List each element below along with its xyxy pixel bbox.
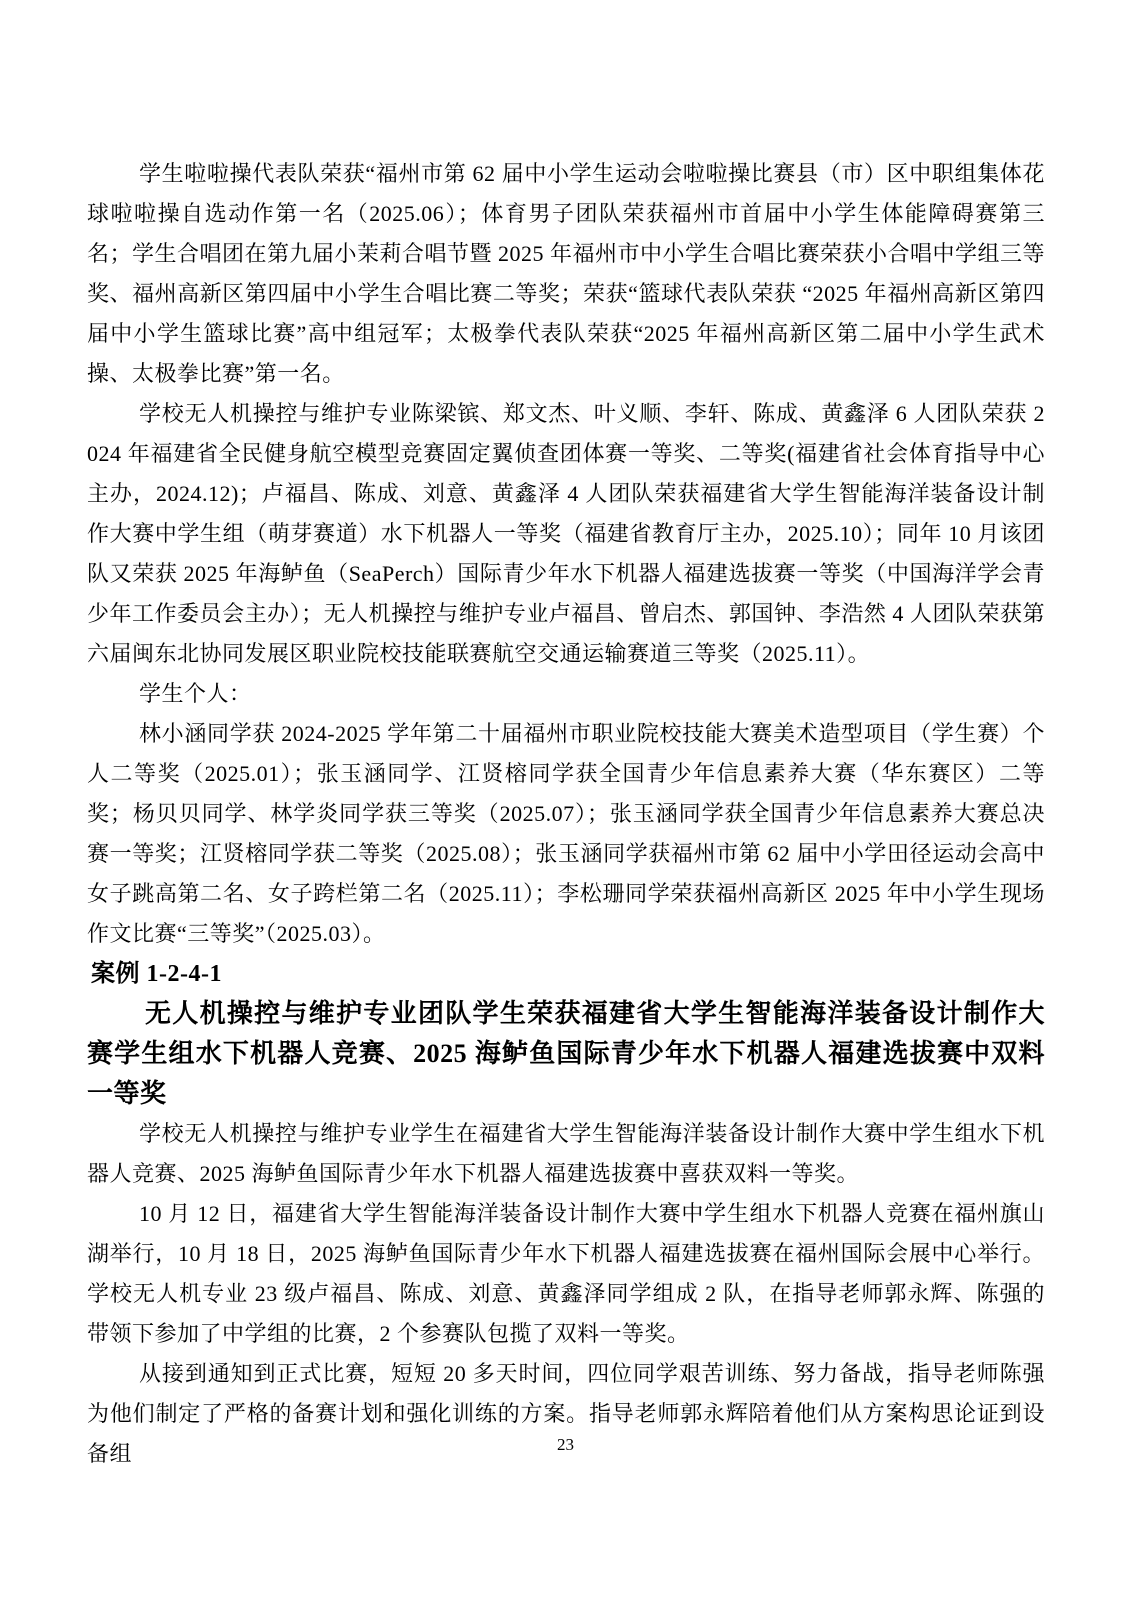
paragraph-team-awards-sports-arts: 学生啦啦操代表队荣获“福州市第 62 届中小学生运动会啦啦操比赛县（市）区中职组集体花球啦啦操自选动作第一名（2025.06）；体育男子团队荣获福州市首届中小学生体能障碍赛第三名；学生合唱团在第九届小茉莉合唱节暨 2025 年福州市中小学生合唱比赛荣获小合唱中学组三等奖、福州高新区第四届中小学生合唱比赛二等奖；荣获“篮球代表队荣获 “2025 年福州高新区第四届中小学生篮球比赛”高中组冠军；太极拳代表队荣获“2025 年福州高新区第二届中小学生武术操、太极拳比赛”第一名。: [87, 161, 1046, 386]
page-number: 23: [557, 1435, 574, 1454]
paragraph-student-individual-awards: 林小涵同学获 2024-2025 学年第二十届福州市职业院校技能大赛美术造型项目（学生赛）个人二等奖（2025.01）；张玉涵同学、江贤榕同学获全国青少年信息素养大赛（华东赛区）二等奖；杨贝贝同学、林学炎同学获三等奖（2025.07）；张玉涵同学获全国青少年信息素养大赛总决赛一等奖；江贤榕同学获二等奖（2025.08）；张玉涵同学获福州市第 62 届中小学田径运动会高中女子跳高第二名、女子跨栏第二名（2025.11）；李松珊同学荣获福州高新区 2025 年中小学生现场作文比赛“三等奖”（2025.03）。: [87, 721, 1045, 946]
case-title: 无人机操控与维护专业团队学生荣获福建省大学生智能海洋装备设计制作大赛学生组水下机器人竞赛、2025 海鲈鱼国际青少年水下机器人福建选拔赛中双料一等奖: [87, 999, 1045, 1108]
page-body-text: [87, 154, 1045, 1474]
paragraph-case-detail-preparation: 从接到通知到正式比赛，短短 20 多天时间，四位同学艰苦训练、努力备战，指导老师陈强为他们制定了严格的备赛计划和强化训练的方案。指导老师郭永辉陪着他们从方案构思论证到设备组: [87, 1361, 1045, 1466]
paragraph-case-detail-competitions: 10 月 12 日，福建省大学生智能海洋装备设计制作大赛中学生组水下机器人竞赛在福州旗山湖举行，10 月 18 日，2025 海鲈鱼国际青少年水下机器人福建选拔赛在福州国际会展中心举行。学校无人机专业 23 级卢福昌、陈成、刘意、黄鑫泽同学组成 2 队，在指导老师郭永辉、陈强的带领下参加了中学组的比赛，2 个参赛队包揽了双料一等奖。: [87, 1201, 1045, 1346]
case-number-heading: 案例 1-2-4-1: [91, 961, 222, 987]
paragraph-team-awards-uav: 学校无人机操控与维护专业陈梁镔、郑文杰、叶义顺、李轩、陈成、黄鑫泽 6 人团队荣获 2024 年福建省全民健身航空模型竞赛固定翼侦查团体赛一等奖、二等奖(福建省社会体育指导中心主办，2024.12)；卢福昌、陈成、刘意、黄鑫泽 4 人团队荣获福建省大学生智能海洋装备设计制作大赛中学生组（萌芽赛道）水下机器人一等奖（福建省教育厅主办，2025.10）；同年 10 月该团队又荣获 2025 年海鲈鱼（SeaPerch）国际青少年水下机器人福建选拔赛一等奖（中国海洋学会青少年工作委员会主办）；无人机操控与维护专业卢福昌、曾启杰、郭国钟、李浩然 4 人团队荣获第六届闽东北协同发展区职业院校技能联赛航空交通运输赛道三等奖（2025.11）。: [87, 401, 1045, 666]
paragraph-student-individual-label: 学生个人：: [139, 681, 252, 706]
paragraph-case-summary: 学校无人机操控与维护专业学生在福建省大学生智能海洋装备设计制作大赛中学生组水下机器人竞赛、2025 海鲈鱼国际青少年水下机器人福建选拔赛中喜获双料一等奖。: [87, 1121, 1045, 1186]
